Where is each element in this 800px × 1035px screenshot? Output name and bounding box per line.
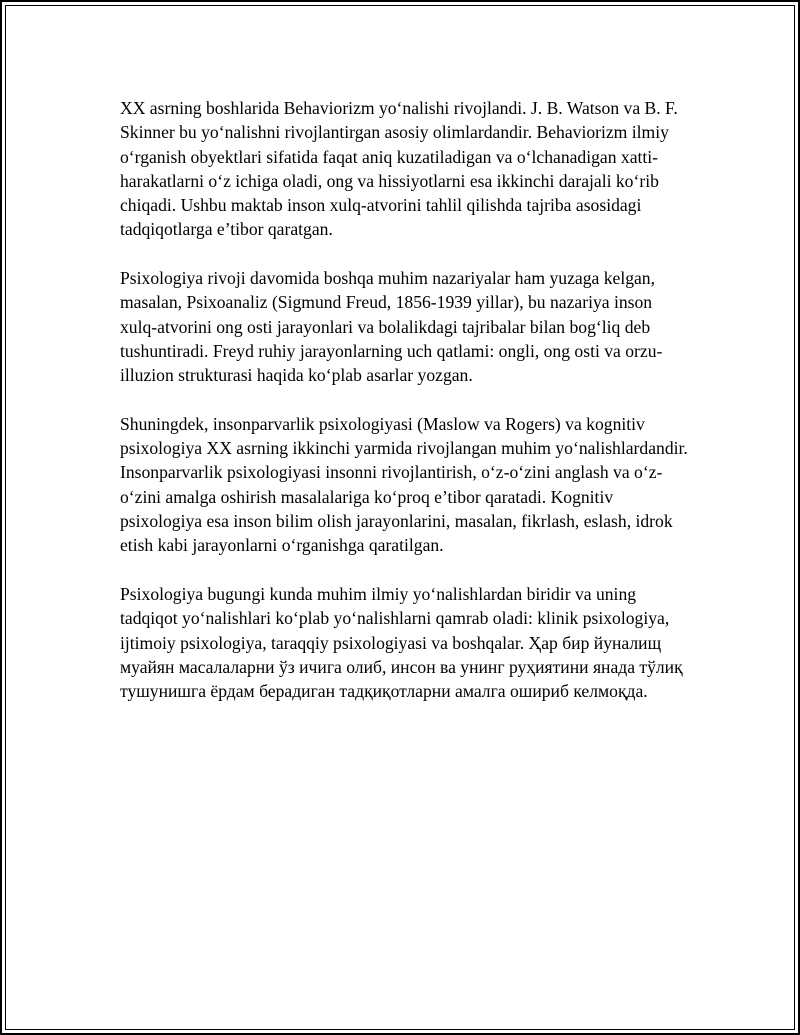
document-body xyxy=(120,96,692,728)
paragraph-behaviorism: XX asrning boshlarida Behaviorizm yo‘nalishi rivojlandi. J. B. Watson va B. F. Skinner bu yo‘nalishni rivojlantirgan asosiy olimlardandir. Behaviorizm ilmiy o‘rganish obyektlari sifatida faqat aniq kuzatiladigan va o‘lchanadigan xatti-harakatlarni o‘z ichiga oladi, ong va hissiyotlarni esa ikkinchi darajali ko‘rib chiqadi. Ushbu maktab inson xulq-atvorini tahlil qilishda tajriba asosidagi tadqiqotlarga e’tibor qaratgan. xyxy=(120,98,678,240)
paragraph-psychoanalysis: Psixologiya rivoji davomida boshqa muhim nazariyalar ham yuzaga kelgan, masalan, Psixoanaliz (Sigmund Freud, 1856-1939 yillar), bu nazariya inson xulq-atvorini ong osti jarayonlari va bolalikdagi tajribalar bilan bog‘liq deb tushuntiradi. Freyd ruhiy jarayonlarning uch qatlami: ongli, ong osti va orzu-illuzion strukturasi haqida ko‘plab asarlar yozgan. xyxy=(120,268,663,386)
paragraph-humanistic-cognitive: Shuningdek, insonparvarlik psixologiyasi (Maslow va Rogers) va kognitiv psixologiya XX asrning ikkinchi yarmida rivojlangan muhim yo‘nalishlardandir. Insonparvarlik psixologiyasi insonni rivojlantirish, o‘z-o‘zini anglash va o‘z-o‘zini amalga oshirish masalalariga ko‘proq e’tibor qaratadi. Kognitiv psixologiya esa inson bilim olish jarayonlarini, masalan, fikrlash, eslash, idrok etish kabi jarayonlarni o‘rganishga qaratilgan. xyxy=(120,413,688,556)
paragraph-modern-psychology: Psixologiya bugungi kunda muhim ilmiy yo‘nalishlardan biridir va uning tadqiqot yo‘nalishlari ko‘plab yo‘nalishlarni qamrab oladi: klinik psixologiya, ijtimoiy psixologiya, taraqqiy psixologiyasi va boshqalar. Ҳар бир йуналищ муайян масалаларни ўз ичига олиб, инсон ва унинг руҳиятини янада тўлиқ тушунишга ёрдам берадиган тадқиқотларни амалга ошириб келмоқда. xyxy=(120,583,683,702)
